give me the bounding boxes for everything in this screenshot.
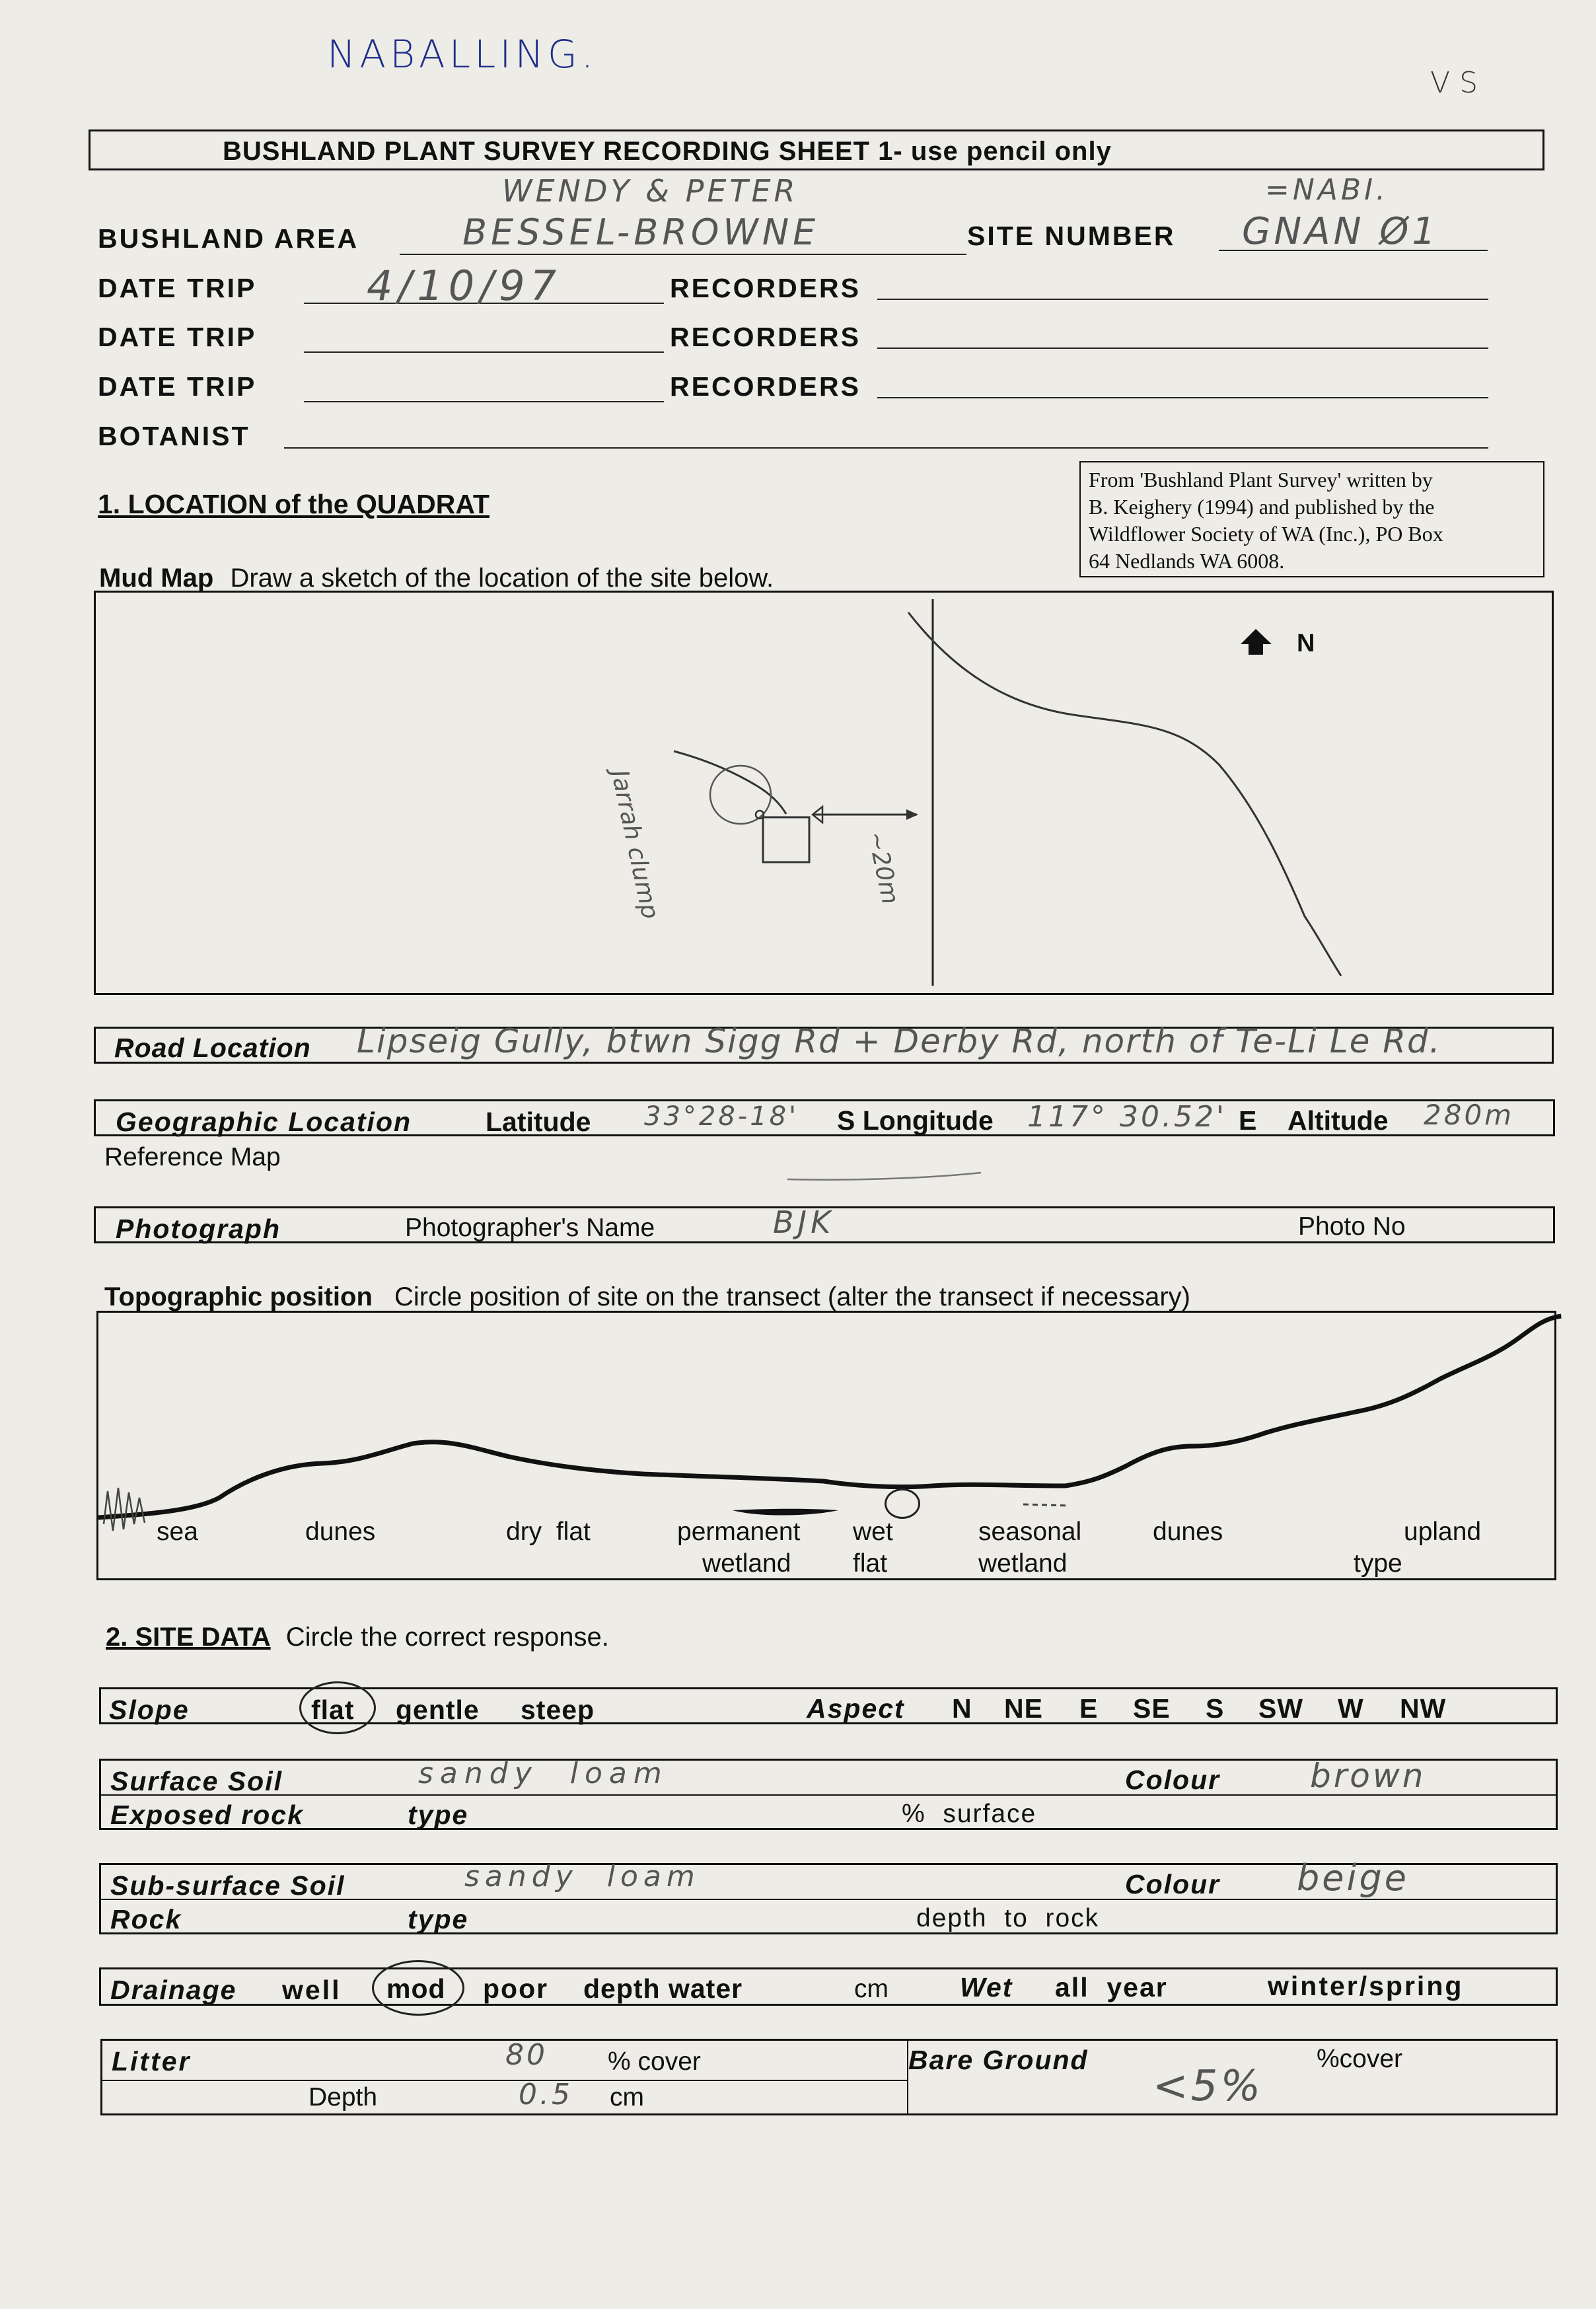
- reference-map-label: Reference Map: [104, 1143, 281, 1171]
- litter-depth-label: Depth: [308, 2083, 378, 2111]
- selected-position-circle: [885, 1488, 920, 1519]
- subsurface-soil-label: Sub-surface Soil: [110, 1870, 345, 1901]
- altitude-value[interactable]: 280m: [1424, 1099, 1515, 1131]
- date-trip-value-1[interactable]: 4/10/97: [367, 262, 562, 310]
- mud-map-header: [99, 564, 774, 593]
- latitude-label: Latitude: [486, 1107, 591, 1137]
- bushland-area-value[interactable]: BESSEL-BROWNE: [462, 211, 820, 253]
- section2-header: [106, 1623, 609, 1652]
- date-trip-line-2: [304, 351, 664, 353]
- pos-dunes-1[interactable]: dunes: [305, 1518, 376, 1546]
- drainage-box: [99, 1967, 1558, 2006]
- slope-selected-circle: [299, 1681, 376, 1734]
- bushland-area-line: [400, 254, 966, 255]
- aspect-n[interactable]: N: [952, 1693, 972, 1724]
- credit-text: [1089, 466, 1443, 575]
- rock-type-label: type: [408, 1904, 469, 1934]
- corner-marks: V S: [1430, 66, 1478, 100]
- road-location-label: Road Location: [114, 1033, 311, 1063]
- slope-option-flat[interactable]: flat: [311, 1695, 355, 1725]
- surface-colour-label: Colour: [1125, 1765, 1221, 1795]
- litter-divider: [102, 2080, 907, 2081]
- litter-label: Litter: [112, 2046, 192, 2076]
- aspect-e[interactable]: E: [1079, 1693, 1099, 1724]
- photograph-box: [94, 1206, 1555, 1243]
- section2-instruction: Circle the correct response.: [285, 1623, 609, 1652]
- subsurface-soil-value[interactable]: sandy loam: [464, 1860, 700, 1893]
- aspect-sw[interactable]: SW: [1258, 1693, 1304, 1724]
- credit-line-4: 64 Nedlands WA 6008.: [1089, 549, 1285, 573]
- exposed-rock-label: Exposed rock: [110, 1800, 304, 1830]
- topographic-label: Topographic position: [104, 1282, 373, 1311]
- credit-line-3: Wildflower Society of WA (Inc.), PO Box: [1089, 522, 1443, 546]
- mud-map-box[interactable]: [94, 591, 1554, 995]
- depth-to-rock-label: depth to rock: [916, 1904, 1100, 1932]
- aspect-w[interactable]: W: [1338, 1693, 1364, 1724]
- recorders-label-2: RECORDERS: [670, 322, 861, 352]
- exposed-rock-type-label: type: [408, 1800, 469, 1830]
- aspect-s[interactable]: S: [1206, 1693, 1225, 1724]
- pos-permanent[interactable]: permanent: [677, 1518, 801, 1546]
- sketch-distance-label: ~20m: [861, 829, 904, 907]
- aspect-nw[interactable]: NW: [1400, 1693, 1447, 1724]
- surface-soil-label: Surface Soil: [110, 1766, 283, 1796]
- reference-map-mark: [786, 1159, 984, 1186]
- drainage-option-poor[interactable]: poor: [483, 1973, 549, 2004]
- depth-water-cm-label: cm: [854, 1975, 889, 2003]
- pos-wet-flat[interactable]: flat: [853, 1549, 888, 1578]
- site-number-value-top: =NABI.: [1265, 173, 1389, 207]
- pos-dry-flat[interactable]: dry flat: [506, 1518, 591, 1546]
- date-trip-line-3: [304, 401, 664, 402]
- slope-box: [99, 1687, 1558, 1724]
- recorders-line-3: [877, 397, 1488, 398]
- slope-option-gentle[interactable]: gentle: [396, 1695, 480, 1725]
- drainage-selected-circle: [372, 1960, 464, 2016]
- s-longitude-label: S Longitude: [837, 1105, 994, 1136]
- slope-option-steep[interactable]: steep: [521, 1695, 595, 1725]
- pos-wet[interactable]: wet: [853, 1518, 893, 1546]
- botanist-line: [284, 447, 1488, 449]
- date-trip-label-2: DATE TRIP: [98, 322, 257, 352]
- surface-soil-box: [99, 1759, 1558, 1830]
- slope-label: Slope: [109, 1695, 190, 1725]
- pos-permanent-wetland[interactable]: wetland: [702, 1549, 791, 1578]
- sketch-clump-label: Jarrah clump: [605, 768, 664, 922]
- recorders-line-2: [877, 348, 1488, 349]
- surface-soil-value[interactable]: sandy loam: [418, 1757, 669, 1790]
- topographic-header: [104, 1282, 1190, 1312]
- aspect-se[interactable]: SE: [1133, 1693, 1171, 1724]
- drainage-label: Drainage: [110, 1975, 237, 2005]
- photo-no-label: Photo No: [1298, 1212, 1406, 1241]
- aspect-ne[interactable]: NE: [1004, 1693, 1043, 1724]
- subsurface-colour-value[interactable]: beige: [1297, 1857, 1410, 1899]
- recorders-label-3: RECORDERS: [670, 371, 861, 402]
- credit-line-2: B. Keighery (1994) and published by the: [1089, 495, 1435, 519]
- rock-label: Rock: [110, 1904, 182, 1934]
- topographic-box[interactable]: [96, 1311, 1556, 1580]
- road-location-value[interactable]: Lipseig Gully, btwn Sigg Rd + Derby Rd, north of Te-Li Le Rd.: [357, 1022, 1441, 1060]
- litter-depth-cm-label: cm: [610, 2083, 644, 2111]
- litter-box: [100, 2039, 1558, 2115]
- bare-ground-label: Bare Ground: [908, 2045, 1089, 2075]
- exposed-rock-surface-label: % surface: [902, 1800, 1037, 1828]
- bushland-area-label: BUSHLAND AREA: [98, 223, 359, 254]
- bare-ground-value[interactable]: <5%: [1153, 2062, 1264, 2111]
- north-label: N: [1297, 630, 1315, 657]
- mud-map-sketch: [96, 593, 1556, 997]
- photograph-label: Photograph: [116, 1214, 281, 1244]
- litter-cover-value[interactable]: 80: [505, 2038, 548, 2072]
- pos-seasonal-wetland[interactable]: wetland: [978, 1549, 1068, 1578]
- mud-map-label: Mud Map: [99, 564, 214, 593]
- pos-upland[interactable]: upland: [1404, 1518, 1482, 1546]
- geographic-box: [94, 1099, 1555, 1136]
- pos-seasonal[interactable]: seasonal: [978, 1518, 1082, 1546]
- aspect-label: Aspect: [807, 1693, 905, 1724]
- bare-cover-label: %cover: [1317, 2045, 1403, 2073]
- litter-cover-label: % cover: [608, 2047, 701, 2076]
- credit-line-1: From 'Bushland Plant Survey' written by: [1089, 468, 1433, 492]
- altitude-label: Altitude: [1288, 1105, 1389, 1136]
- header-note: NABALLING.: [327, 32, 598, 77]
- latitude-value[interactable]: 33°28-18': [644, 1101, 799, 1132]
- site-number-label: SITE NUMBER: [967, 221, 1176, 251]
- mud-map-instruction: Draw a sketch of the location of the site below.: [230, 564, 774, 593]
- botanist-label: BOTANIST: [98, 421, 250, 451]
- pos-dunes-2[interactable]: dunes: [1153, 1518, 1223, 1546]
- recorders-label-1: RECORDERS: [670, 273, 861, 303]
- geographic-label: Geographic Location: [116, 1107, 412, 1137]
- e-label: E: [1239, 1105, 1257, 1136]
- date-trip-label-3: DATE TRIP: [98, 371, 257, 402]
- wet-winter-spring[interactable]: winter/spring: [1268, 1971, 1464, 2001]
- drainage-option-well[interactable]: well: [282, 1975, 342, 2005]
- sheet-title: BUSHLAND PLANT SURVEY RECORDING SHEET 1- use pencil only: [223, 137, 1112, 166]
- surface-colour-value[interactable]: brown: [1310, 1757, 1426, 1795]
- photographer-label: Photographer's Name: [405, 1214, 655, 1242]
- date-trip-label-1: DATE TRIP: [98, 273, 257, 303]
- drainage-option-mod[interactable]: mod: [386, 1973, 446, 2004]
- site-number-value[interactable]: GNAN Ø1: [1242, 210, 1439, 253]
- litter-depth-value[interactable]: 0.5: [519, 2078, 573, 2111]
- bushland-area-value-top: WENDY & PETER: [502, 173, 799, 209]
- depth-water-label: depth water: [583, 1973, 743, 2004]
- pos-type[interactable]: type: [1354, 1549, 1402, 1578]
- topographic-instruction: Circle position of site on the transect (alter the transect if necessary): [394, 1282, 1190, 1311]
- photographer-value[interactable]: BJK: [773, 1204, 835, 1240]
- pos-sea[interactable]: sea: [157, 1518, 198, 1546]
- section1-heading: 1. LOCATION of the QUADRAT: [98, 489, 490, 519]
- subsurface-colour-label: Colour: [1125, 1869, 1221, 1899]
- wet-label: Wet: [960, 1972, 1013, 2002]
- longitude-value[interactable]: 117° 30.52': [1027, 1100, 1227, 1134]
- recorders-line-1: [877, 299, 1488, 300]
- section2-heading: 2. SITE DATA: [106, 1623, 271, 1652]
- subsurface-soil-box: [99, 1857, 1558, 1934]
- credit-box: [1079, 461, 1544, 577]
- title-box: [89, 129, 1544, 170]
- road-location-box: [94, 1022, 1554, 1064]
- wet-all-year[interactable]: all year: [1055, 1972, 1168, 2002]
